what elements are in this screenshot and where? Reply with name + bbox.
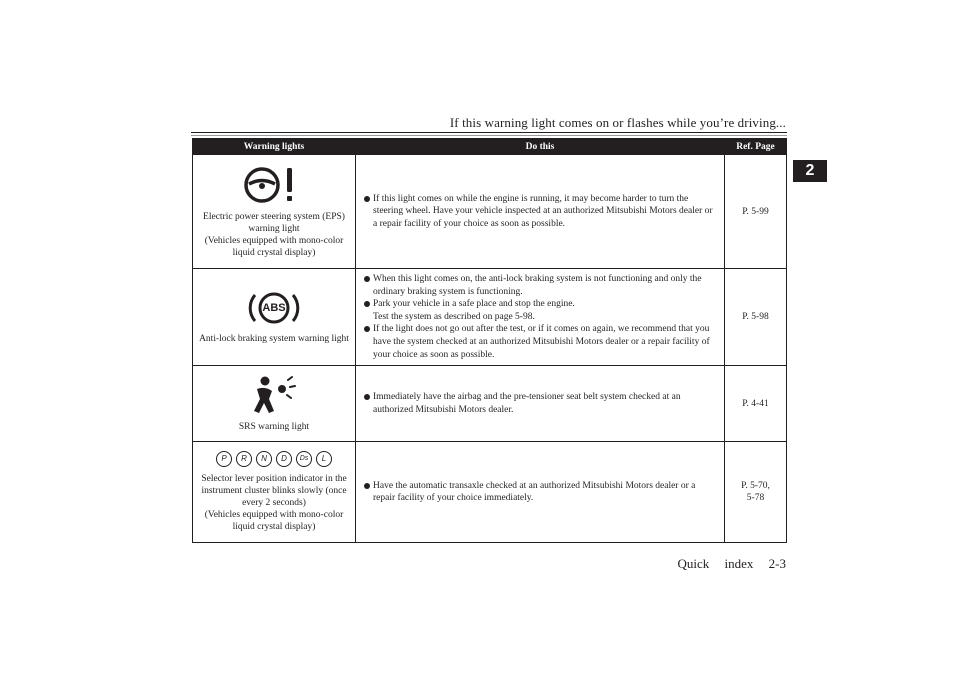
ref-page-cell: P. 5-99 (725, 155, 787, 269)
table-row (193, 155, 787, 269)
footer-page-number: 2-3 (768, 556, 786, 571)
gear-position-r-icon: R (236, 451, 252, 467)
chapter-tab: 2 (793, 160, 827, 182)
page-header-title: If this warning light comes on or flashes while you’re driving... (449, 115, 786, 130)
action-cell (356, 269, 725, 366)
page-footer (678, 556, 787, 572)
table-row (193, 269, 787, 366)
abs-icon (246, 289, 302, 327)
action-cell (356, 442, 725, 543)
warning-light-description: Electric power steering system (EPS) warning light (Vehicles equipped with mono-color liquid crystal display) (203, 211, 345, 258)
warning-light-description: SRS warning light (238, 421, 310, 432)
action-item: When this light comes on, the anti-lock braking system is not functioning and only the ordinary braking system is functioning. (364, 273, 716, 298)
table-row (193, 366, 787, 442)
gear-position-p-icon: P (216, 451, 232, 467)
action-item: If this light comes on while the engine is running, it may become harder to turn the steering wheel. Have your vehicle inspected at an authorized Mitsubishi Motors dealer or a repair facility of your choice as soon as possible. (364, 193, 716, 231)
ref-page-cell: P. 4-41 (725, 366, 787, 442)
warning-light-cell (193, 155, 356, 269)
ref-page-cell: P. 5-70, 5-78 (725, 442, 787, 543)
action-item-subtext: Test the system as described on page 5-98. (373, 311, 535, 322)
gear-position-n-icon: N (256, 451, 272, 467)
column-header-ref-page: Ref. Page (725, 139, 787, 155)
action-item (364, 298, 716, 323)
gear-position-ds-icon: Ds (296, 451, 312, 467)
srs-airbag-person-icon (197, 375, 351, 415)
table-row (193, 442, 787, 543)
selector-lever-position-icons (197, 451, 351, 467)
header-rule (191, 132, 787, 136)
table-header-row (193, 139, 787, 155)
action-item: Immediately have the airbag and the pre-tensioner seat belt system checked at an authorized Mitsubishi Motors dealer. (364, 391, 716, 416)
eps-steering-wheel-exclamation-icon (197, 165, 351, 205)
action-item-text: Park your vehicle in a safe place and stop the engine. (373, 299, 575, 310)
action-cell (356, 366, 725, 442)
warning-light-description: Anti-lock braking system warning light (199, 334, 349, 345)
warning-light-cell (193, 366, 356, 442)
abs-icon-label: ABS (262, 302, 286, 315)
warning-light-cell (193, 442, 356, 543)
column-header-do-this: Do this (356, 139, 725, 155)
column-header-warning-lights: Warning lights (193, 139, 356, 155)
action-cell (356, 155, 725, 269)
gear-position-l-icon: L (316, 451, 332, 467)
ref-page-cell: P. 5-98 (725, 269, 787, 366)
action-item: If the light does not go out after the test, or if it comes on again, we recommend that you have the system checked at an authorized Mitsubishi Motors dealer or a repair facility of your choice as soon as possible. (364, 323, 716, 361)
gear-position-d-icon: D (276, 451, 292, 467)
warning-light-cell (193, 269, 356, 366)
action-item: Have the automatic transaxle checked at an authorized Mitsubishi Motors dealer or a repair facility of your choice immediately. (364, 480, 716, 505)
warning-light-description: Selector lever position indicator in the instrument cluster blinks slowly (once every 2 seconds) (Vehicles equipped with mono-color liquid crystal display) (201, 474, 347, 533)
warning-lights-table (192, 138, 787, 543)
footer-section-label: Quick index (677, 556, 754, 571)
